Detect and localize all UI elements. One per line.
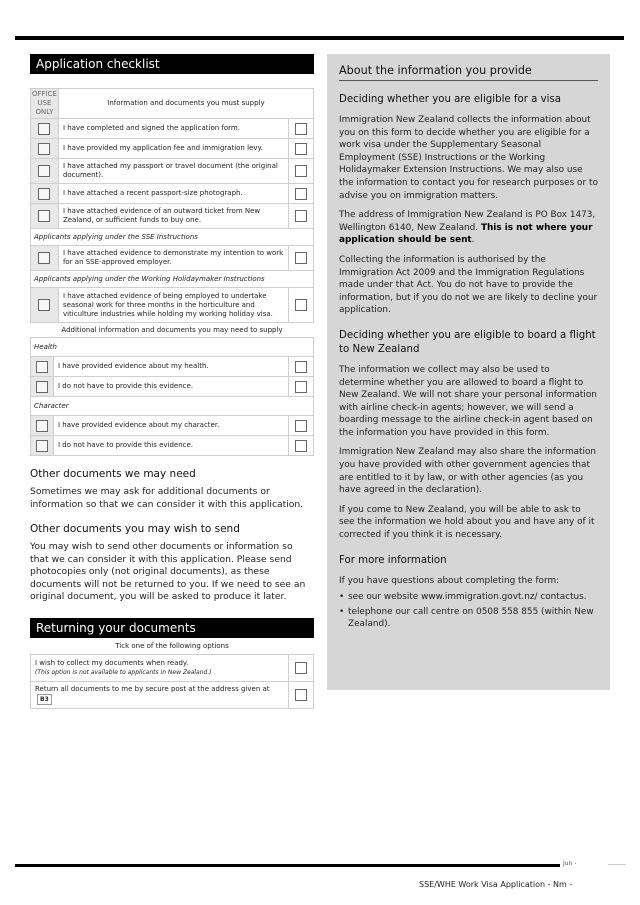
- about-info-panel: [327, 54, 610, 690]
- checklist-title: Application checklist: [30, 54, 314, 74]
- health-subheader: Health: [31, 338, 314, 357]
- return-option-collect-note: (This option is not available to applicants in New Zealand.): [35, 668, 212, 676]
- visa-heading: Deciding whether you are eligible for a visa: [339, 94, 562, 105]
- returning-title: Returning your documents: [30, 618, 314, 638]
- applicant-checkbox[interactable]: [295, 381, 307, 393]
- visa-paragraph-1: Immigration New Zealand collects the information about you on this form to decide whether you are eligible for a work visa under the Supplementary Seasonal Employment (SSE) Instructions or the Working Holidaymaker Extension Instructions. We may also use the information to contact you for research purposes or to advise you on immigration matters.: [339, 115, 598, 201]
- applicant-checkbox[interactable]: [295, 123, 307, 135]
- checklist-item-text: I have attached evidence to demonstrate my intention to work for an SSE-approved employer.: [58, 246, 288, 271]
- applicant-checkbox[interactable]: [295, 143, 307, 155]
- top-rule: [15, 36, 624, 40]
- office-checkbox[interactable]: [38, 299, 50, 311]
- address-text: The address of Immigration New Zealand is PO Box 1473, Wellington 6140, New Zealand.: [339, 210, 596, 233]
- applicant-checkbox[interactable]: [295, 210, 307, 222]
- office-checkbox[interactable]: [38, 188, 50, 200]
- page-mark-line: [608, 864, 626, 865]
- office-checkbox[interactable]: [36, 361, 48, 373]
- returning-instruction: Tick one of the following options: [115, 641, 229, 650]
- applicant-checkbox[interactable]: [295, 188, 307, 200]
- checklist-table: [30, 88, 314, 323]
- applicant-checkbox[interactable]: [295, 420, 307, 432]
- other-docs-send-text: You may wish to send other documents or information so that we can consider it with this application. Please send photocopies only (not original documents), as these documents will not be returned to you. If we need to see an original document, you will be asked to produce it later.: [30, 541, 306, 602]
- checklist-row: [31, 288, 314, 323]
- flight-paragraph-1: The information we collect may also be used to determine whether you are allowed to board a flight to New Zealand. We will not share your personal information with airline check-in agents; however, we will send a boarding message to the airline check-in agent based on the information you have provided in this form.: [339, 364, 597, 438]
- address-warning: This is not where your application should be sent: [339, 222, 593, 246]
- other-docs-need-heading: Other documents we may need: [30, 468, 196, 480]
- flight-paragraph-2: Immigration New Zealand may also share the information you have provided with other government agencies that are entitled to it by law, or with other agencies (as you have agreed in the declaration).: [339, 447, 597, 496]
- applicant-checkbox[interactable]: [295, 299, 307, 311]
- checklist-row: [31, 436, 314, 456]
- checklist-item-text: I have provided my application fee and immigration levy.: [58, 139, 288, 159]
- return-option-row: [31, 681, 314, 708]
- footer-text: SSE/WHE Work Visa Application - Nm -: [419, 880, 573, 889]
- character-subheader: Character: [31, 397, 314, 416]
- checklist-row: [31, 159, 314, 184]
- return-option-post: Return all documents to me by secure post at the address given at: [35, 684, 270, 693]
- website-item[interactable]: • see our website www.immigration.govt.nz/ contactus.: [339, 591, 598, 604]
- applicant-checkbox[interactable]: [295, 165, 307, 177]
- checklist-row: [31, 139, 314, 159]
- checklist-row: [31, 204, 314, 229]
- additional-table: [30, 337, 314, 456]
- checklist-item-text: I do not have to provide this evidence.: [54, 377, 289, 397]
- checklist-item-text: I do not have to provide this evidence.: [54, 436, 289, 456]
- checklist-item-text: I have attached a recent passport-size photograph.: [58, 184, 288, 204]
- returning-table: [30, 654, 314, 709]
- checklist-row: [31, 357, 314, 377]
- checklist-item-text: I have attached my passport or travel document (the original document).: [58, 159, 288, 184]
- about-title: About the information you provide: [339, 64, 598, 81]
- office-checkbox[interactable]: [36, 440, 48, 452]
- office-checkbox[interactable]: [38, 123, 50, 135]
- phone-item: • telephone our call centre on 0508 558 855 (within New Zealand).: [339, 606, 598, 631]
- office-checkbox[interactable]: [38, 165, 50, 177]
- checklist-row: [31, 184, 314, 204]
- post-checkbox[interactable]: [295, 689, 307, 701]
- office-use-label: OFFICE USE ONLY: [31, 89, 59, 119]
- checklist-item-text: I have completed and signed the application form.: [58, 119, 288, 139]
- checklist-row: [31, 119, 314, 139]
- section-ref-badge: B3: [37, 694, 52, 705]
- office-checkbox[interactable]: [36, 420, 48, 432]
- other-docs-send-heading: Other documents you may wish to send: [30, 523, 240, 535]
- checklist-item-text: I have provided evidence about my health.: [54, 357, 289, 377]
- more-info-intro: If you have questions about completing the form:: [339, 575, 560, 586]
- visa-paragraph-3: Collecting the information is authorised by the Immigration Act 2009 and the Immigration Regulations made under that Act. You do not have to provide the information, but if you do not we are likely to decline your application.: [339, 254, 598, 316]
- must-supply-header: Information and documents you must supply: [58, 89, 313, 119]
- checklist-row: [31, 416, 314, 436]
- office-checkbox[interactable]: [36, 381, 48, 393]
- checklist-item-text: I have attached evidence of an outward ticket from New Zealand, or sufficient funds to buy one.: [58, 204, 288, 229]
- page-mark: Jun -: [563, 860, 577, 867]
- other-docs-need-text: Sometimes we may ask for additional documents or information so that we can consider it with this application.: [30, 486, 304, 510]
- additional-header: Additional information and documents you may need to supply: [61, 326, 283, 334]
- applicant-checkbox[interactable]: [295, 440, 307, 452]
- applicant-checkbox[interactable]: [295, 252, 307, 264]
- more-info-list: [339, 591, 598, 631]
- checklist-item-text: I have provided evidence about my character.: [54, 416, 289, 436]
- office-checkbox[interactable]: [38, 252, 50, 264]
- more-info-heading: For more information: [339, 554, 447, 566]
- office-checkbox[interactable]: [38, 143, 50, 155]
- checklist-row: [31, 246, 314, 271]
- office-checkbox[interactable]: [38, 210, 50, 222]
- visa-paragraph-2: The address of Immigration New Zealand is PO Box 1473, Wellington 6140, New Zealand. This is not where your application should be sent.: [339, 210, 596, 246]
- left-column: [30, 54, 314, 709]
- sse-subheader: Applicants applying under the SSE Instructions: [31, 229, 314, 246]
- collect-checkbox[interactable]: [295, 662, 307, 674]
- checklist-item-text: I have attached evidence of being employed to undertake seasonal work for three months in the horticulture and viticulture industries while holding my working holiday visa.: [58, 288, 288, 323]
- return-option-collect: I wish to collect my documents when ready.: [35, 658, 189, 667]
- flight-heading: Deciding whether you are eligible to board a flight to New Zealand: [339, 329, 596, 355]
- whm-subheader: Applicants applying under the Working Holidaymaker Instructions: [31, 271, 314, 288]
- checklist-row: [31, 377, 314, 397]
- bottom-rule: [15, 864, 560, 867]
- applicant-checkbox[interactable]: [295, 361, 307, 373]
- flight-paragraph-3: If you come to New Zealand, you will be able to ask to see the information we hold about you and have any of it corrected if you think it is necessary.: [339, 504, 595, 541]
- return-option-row: [31, 654, 314, 681]
